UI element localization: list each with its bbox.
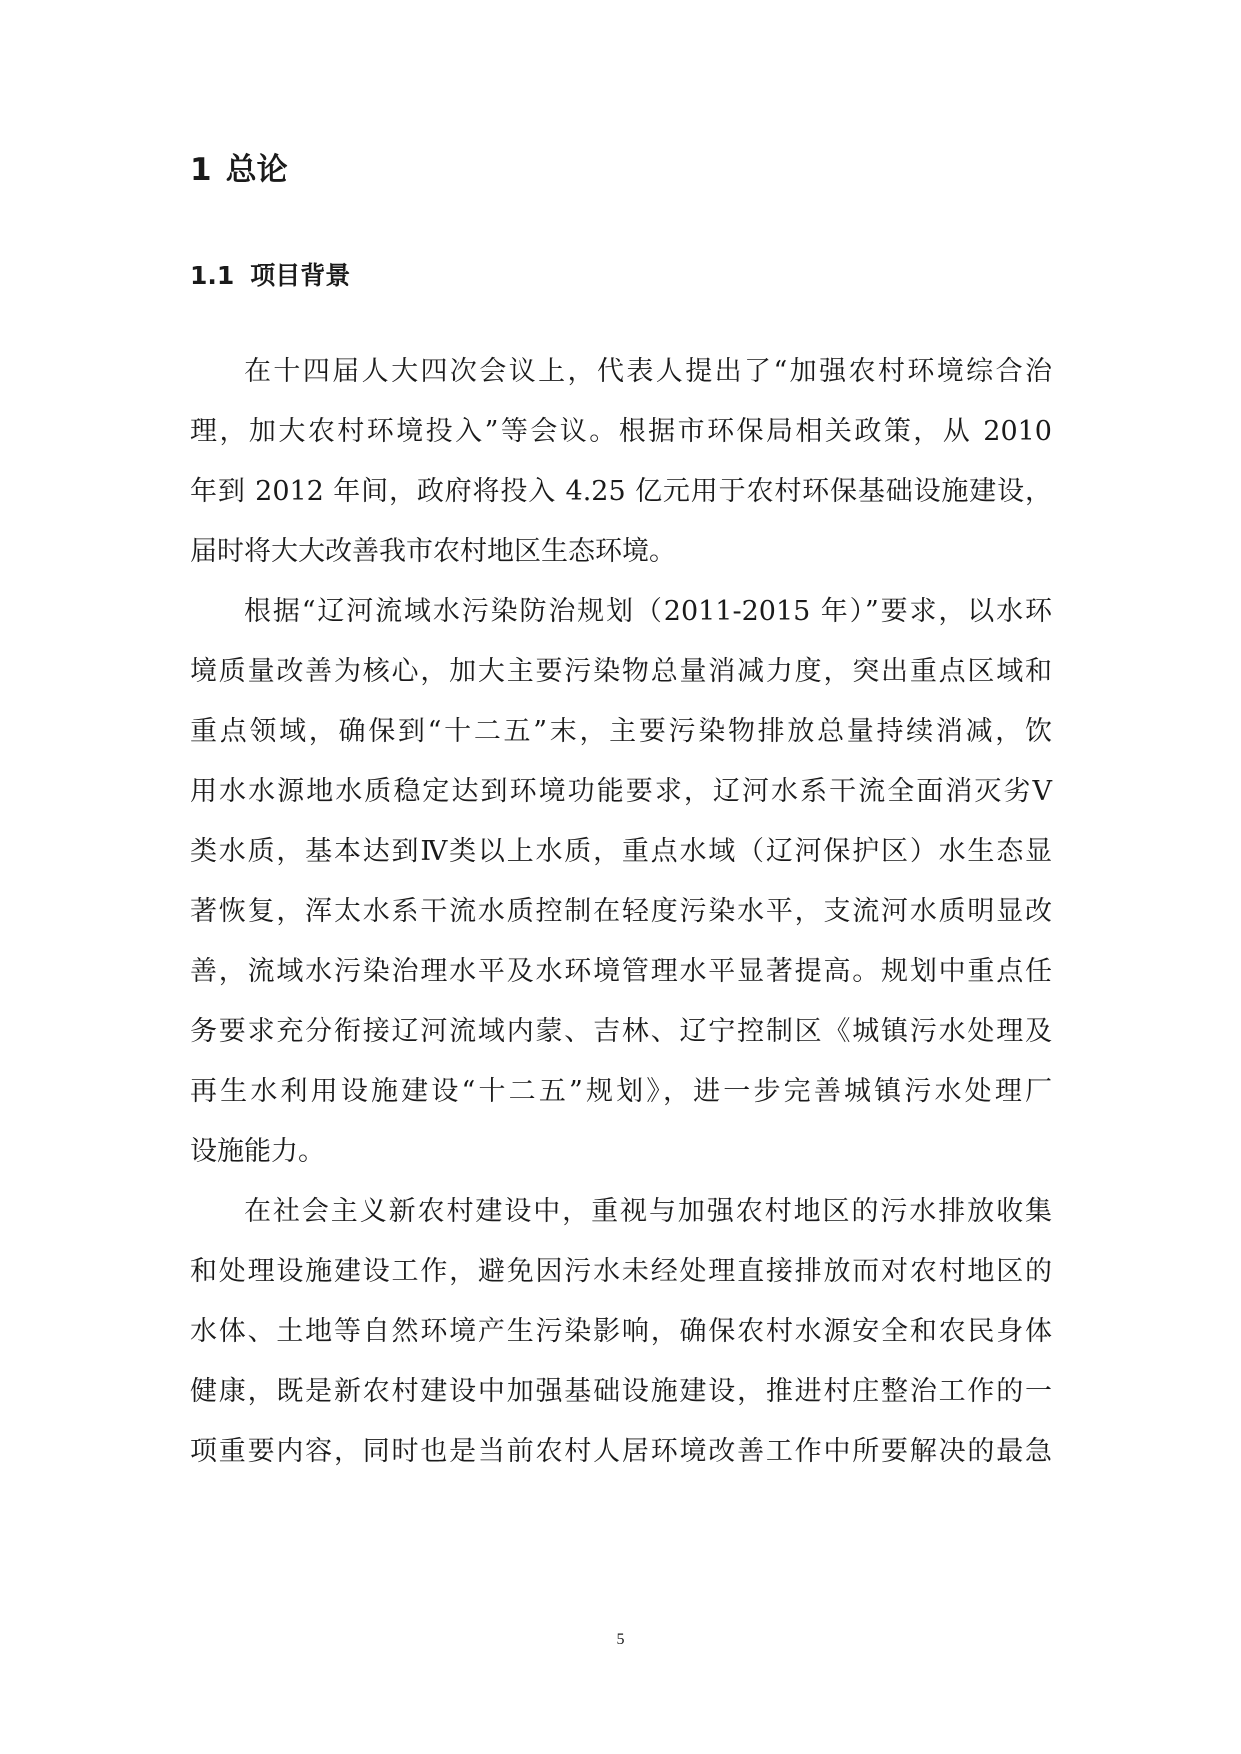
chapter-title: 总论: [225, 152, 288, 188]
paragraph: [190, 582, 1052, 1182]
text-line: 境质量改善为核心，加大主要污染物总量消减力度，突出重点区域和: [190, 656, 1052, 687]
paragraph: [190, 1182, 1052, 1482]
text-line: 务要求充分衔接辽河流域内蒙、吉林、辽宁控制区《城镇污水处理及: [190, 1016, 1052, 1047]
text-line: 在十四届人大四次会议上，代表人提出了“加强农村环境综合治: [244, 356, 1052, 387]
text-line: 再生水利用设施建设“十二五”规划》，进一步完善城镇污水处理厂: [190, 1076, 1052, 1107]
text-line: 重点领域，确保到“十二五”末，主要污染物排放总量持续消减，饮: [190, 716, 1052, 747]
text-line: 用水水源地水质稳定达到环境功能要求，辽河水系干流全面消灭劣Ⅴ: [190, 776, 1052, 807]
text-line: 年到 2012 年间，政府将投入 4.25 亿元用于农村环保基础设施建设，: [190, 476, 1052, 507]
text-line: 在社会主义新农村建设中，重视与加强农村地区的污水排放收集: [244, 1196, 1052, 1227]
text-line: 项重要内容，同时也是当前农村人居环境改善工作中所要解决的最急: [190, 1436, 1052, 1467]
section-heading: [190, 259, 350, 293]
section-number: 1.1: [190, 261, 235, 290]
text-line: 善，流域水污染治理水平及水环境管理水平显著提高。规划中重点任: [190, 956, 1052, 987]
text-line: 和处理设施建设工作，避免因污水未经处理直接排放而对农村地区的: [190, 1256, 1052, 1287]
chapter-heading: [190, 150, 288, 190]
text-line: 根据“辽河流域水污染防治规划（2011-2015 年）”要求，以水环: [244, 596, 1052, 627]
chapter-number: 1: [190, 152, 212, 188]
text-line: 理，加大农村环境投入”等会议。根据市环保局相关政策，从 2010: [190, 416, 1052, 447]
text-line: 设施能力。: [190, 1136, 325, 1167]
page-number: 5: [616, 1631, 625, 1648]
text-line: 届时将大大改善我市农村地区生态环境。: [190, 536, 676, 567]
text-line: 著恢复，浑太水系干流水质控制在轻度污染水平，支流河水质明显改: [190, 896, 1052, 927]
text-line: 类水质，基本达到Ⅳ类以上水质，重点水域（辽河保护区）水生态显: [190, 836, 1052, 867]
body-text: [190, 342, 1052, 1482]
text-line: 健康，既是新农村建设中加强基础设施建设，推进村庄整治工作的一: [190, 1376, 1052, 1407]
paragraph: [190, 342, 1052, 582]
text-line: 水体、土地等自然环境产生污染影响，确保农村水源安全和农民身体: [190, 1316, 1052, 1347]
section-title: 项目背景: [250, 261, 351, 290]
